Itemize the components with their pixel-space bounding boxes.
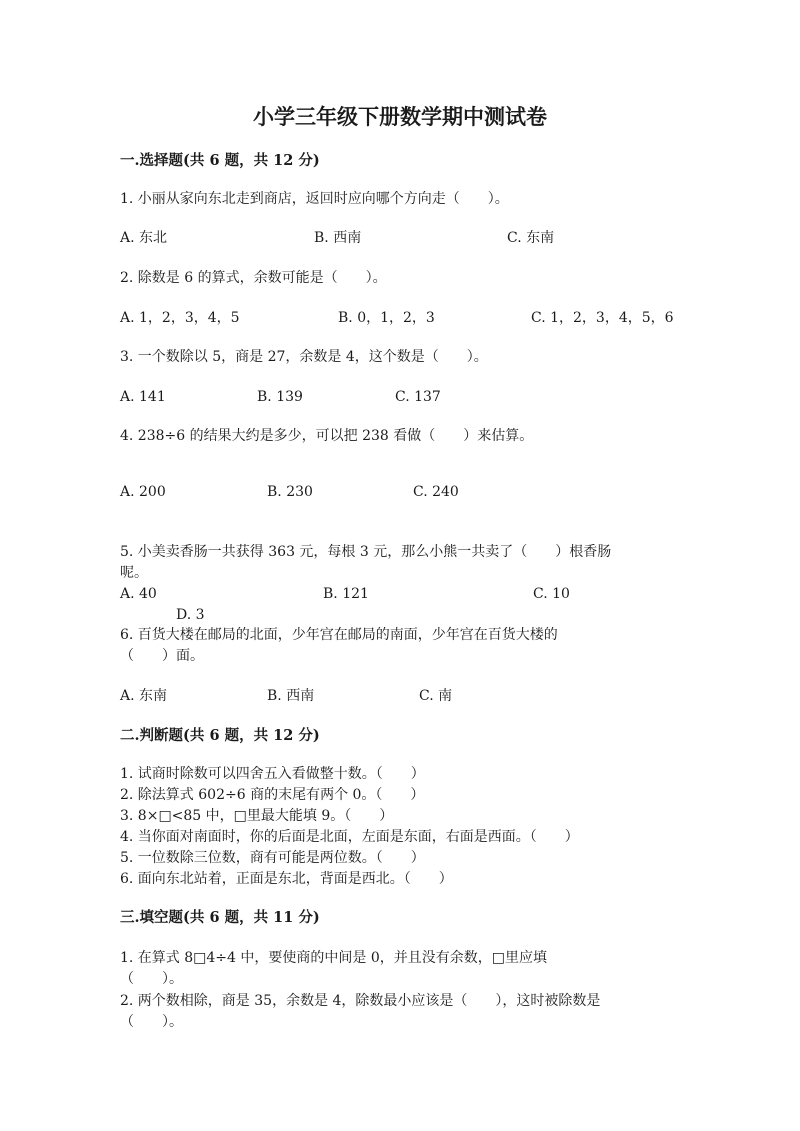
option: C. 南 [419, 688, 453, 704]
section-heading-choice: 一.选择题(共 6 题，共 12 分) [120, 152, 320, 169]
option: A. 1，2，3，4，5 [120, 310, 240, 326]
option: C. 137 [395, 389, 441, 405]
section-heading-judgement: 二.判断题(共 6 题，共 12 分) [120, 727, 320, 744]
option: A. 东北 [120, 230, 168, 246]
option: C. 10 [533, 586, 570, 602]
question-stem: 5. 小美卖香肠一共获得 363 元，每根 3 元，那么小熊一共卖了（ ）根香肠 [120, 544, 612, 560]
option: B. 230 [267, 484, 313, 500]
option: C. 240 [413, 484, 459, 500]
question-stem: 4. 238÷6 的结果大约是多少，可以把 238 看做（ ）来估算。 [120, 428, 534, 444]
question-stem: 6. 百货大楼在邮局的北面，少年宫在邮局的南面，少年宫在百货大楼的 [120, 627, 558, 643]
question-stem-continued: 呢。 [120, 565, 148, 581]
judgement-item: 2. 除法算式 602÷6 商的末尾有两个 0。（ ） [120, 787, 425, 803]
option: A. 141 [120, 389, 166, 405]
judgement-item: 3. 8×□<85 中，□里最大能填 9。（ ） [120, 808, 394, 824]
fill-in-item-continued: （ ）。 [120, 971, 183, 987]
option: B. 0，1，2，3 [338, 310, 435, 326]
option: A. 200 [120, 484, 166, 500]
fill-in-item-continued: （ ）。 [120, 1014, 183, 1030]
option: A. 40 [120, 586, 157, 602]
fill-in-item: 1. 在算式 8□4÷4 中，要使商的中间是 0，并且没有余数，□里应填 [120, 950, 547, 966]
question-stem: 3. 一个数除以 5，商是 27，余数是 4，这个数是（ ）。 [120, 349, 488, 365]
section-heading-fill-in: 三.填空题(共 6 题，共 11 分) [120, 909, 320, 926]
option: B. 西南 [314, 230, 362, 246]
option: A. 东南 [120, 688, 168, 704]
question-stem: 2. 除数是 6 的算式，余数可能是（ ）。 [120, 270, 387, 286]
fill-in-item: 2. 两个数相除，商是 35，余数是 4，除数最小应该是（ ），这时被除数是 [120, 993, 601, 1009]
question-stem: 1. 小丽从家向东北走到商店，返回时应向哪个方向走（ ）。 [120, 191, 509, 207]
option: D. 3 [176, 607, 205, 623]
judgement-item: 5. 一位数除三位数，商有可能是两位数。（ ） [120, 850, 425, 866]
judgement-item: 4. 当你面对南面时，你的后面是北面，左面是东面，右面是西面。（ ） [120, 829, 579, 845]
judgement-item: 6. 面向东北站着，正面是东北，背面是西北。（ ） [120, 871, 453, 887]
option: B. 139 [257, 389, 303, 405]
option: C. 1，2，3，4，5，6 [531, 310, 674, 326]
option: B. 121 [323, 586, 369, 602]
question-stem-continued: （ ）面。 [120, 648, 204, 664]
judgement-item: 1. 试商时除数可以四舍五入看做整十数。（ ） [120, 766, 425, 782]
option: C. 东南 [507, 230, 555, 246]
option: B. 西南 [267, 688, 315, 704]
page-title: 小学三年级下册数学期中测试卷 [253, 104, 547, 129]
